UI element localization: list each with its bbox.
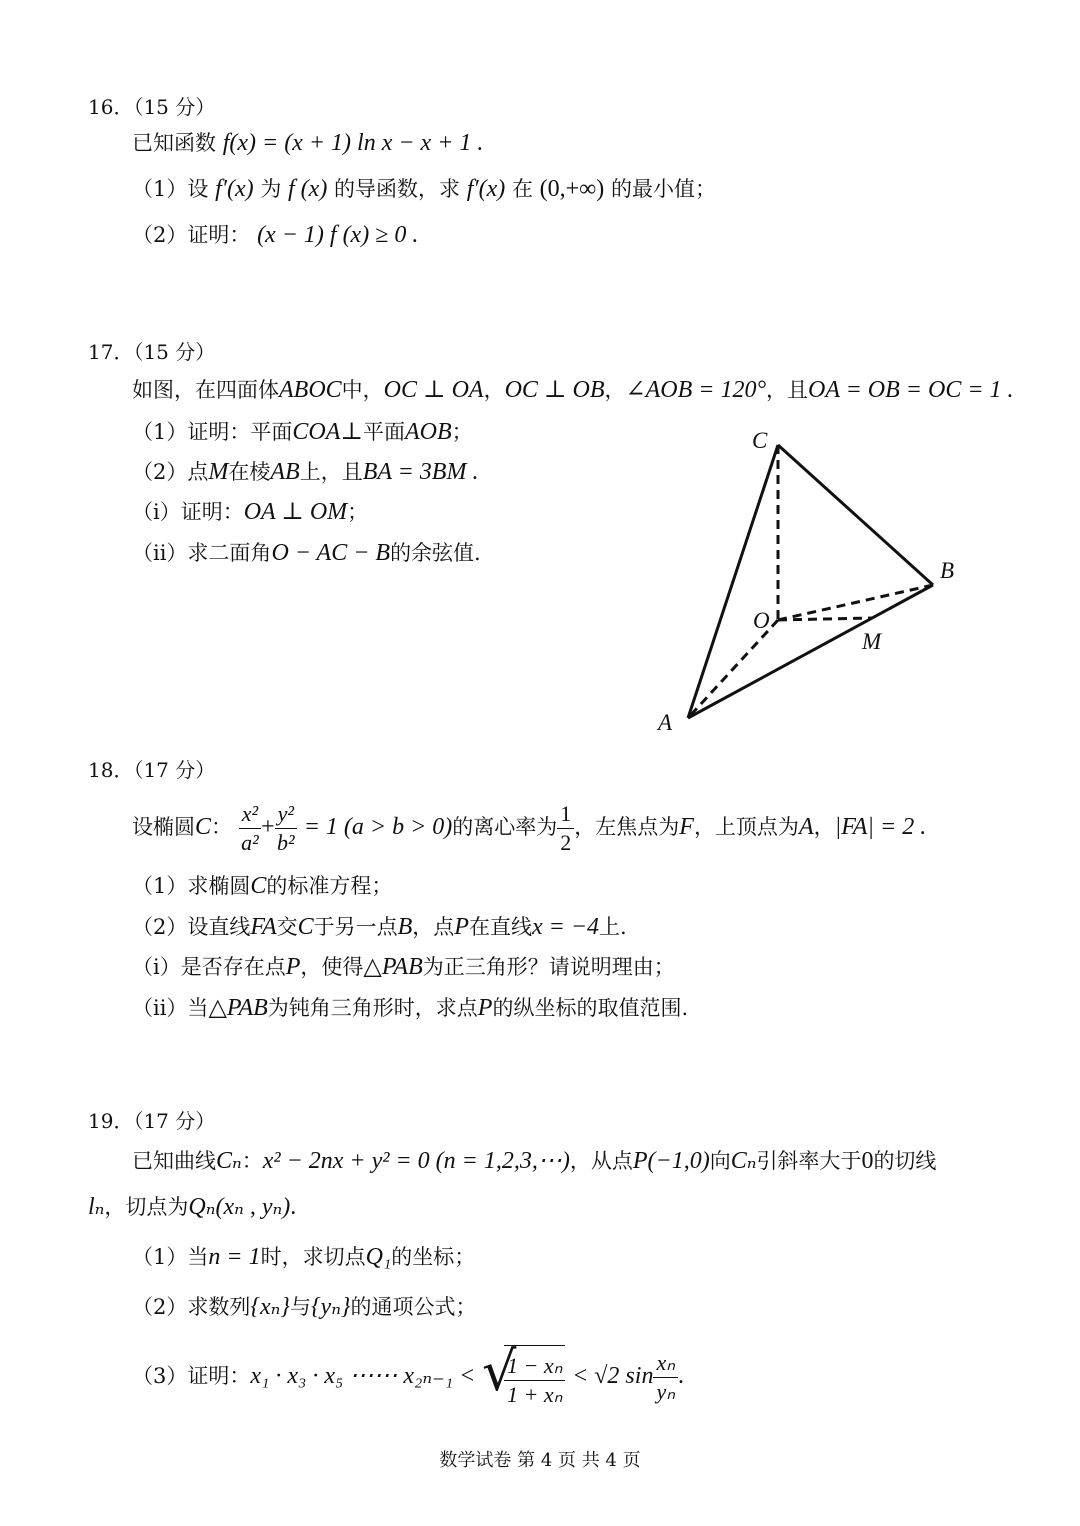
q18-stem <box>132 797 926 861</box>
q18-part2ii <box>132 993 688 1023</box>
label-A: A <box>658 710 673 735</box>
q18-part2 <box>132 912 627 942</box>
q17-comma1: ， <box>483 378 505 402</box>
q19-root-d: 1 + xₙ <box>506 1382 563 1407</box>
q18-p2-B: B <box>397 914 413 940</box>
q19-p3-ratio <box>653 1349 678 1406</box>
q19-p3-sin: < √2 sin <box>572 1363 654 1389</box>
q17-p1-semi: ； <box>451 420 473 444</box>
q18-p2-text4: 在直线 <box>468 915 532 939</box>
q19-point-Q: Qₙ(xₙ , yₙ) <box>188 1194 291 1220</box>
q19-p2-text2: 的通项公式； <box>350 1295 477 1319</box>
q17-angle: ∠AOB = 120° <box>625 377 767 403</box>
q17-p2-text2: 上，且 <box>299 460 363 484</box>
q18-header: 18．（17 分） <box>88 758 216 782</box>
q19-tangent: lₙ <box>88 1194 105 1220</box>
q19-stem-text: 已知曲线 <box>132 1149 216 1173</box>
q17-stem-text2: 中， <box>341 378 384 402</box>
q17-p2-label: （2）点 <box>132 460 209 484</box>
q18-pii-triangle: △PAB <box>208 995 268 1021</box>
q17-header: 17．（15 分） <box>88 340 216 364</box>
q17-tetrahedron: ABOC <box>279 377 342 403</box>
q17-part1 <box>132 417 473 447</box>
q18-half-n: 1 <box>557 800 574 829</box>
q19-part2 <box>132 1292 477 1322</box>
q18-pi-triangle: △PAB <box>363 954 423 980</box>
q18-part1 <box>132 871 392 901</box>
q18-frac-x <box>239 800 261 857</box>
q19-p2-yn: {yₙ} <box>310 1294 351 1320</box>
q19-p1-Q1: Q₁ <box>365 1244 392 1270</box>
q17-pii-label: （ii）求二面角 <box>132 541 272 565</box>
q17-p1-label: （1）证明：平面 <box>132 420 293 444</box>
q19-stem-text2: ，从点 <box>569 1149 633 1173</box>
q19-part1 <box>132 1242 475 1272</box>
q18-plus: + <box>261 814 275 840</box>
q18-equation: = 1 (a > b > 0) <box>303 814 453 840</box>
q16-p1-text4: 的最小值； <box>610 177 716 201</box>
q17-p1-plane2: AOB <box>404 419 452 445</box>
q19-stem <box>132 1146 936 1176</box>
q19-p2-label: （2）求数列 <box>132 1295 251 1319</box>
tetrahedron-figure <box>640 420 980 740</box>
q17-cond1: OC ⊥ OA <box>383 377 484 403</box>
q19-ratio-d: yₙ <box>656 1379 675 1404</box>
q18-part2i <box>132 952 675 982</box>
q17-part2ii <box>132 538 481 568</box>
q19-stem-line2 <box>88 1192 296 1222</box>
q18-stem-text: 设椭圆 <box>132 815 195 839</box>
edge-OM <box>778 618 872 620</box>
q17-lengths: OA = OB = OC = 1 . <box>808 377 1014 403</box>
q19-p1-label: （1）当 <box>132 1245 209 1269</box>
q19-p2-text: 与 <box>289 1295 311 1319</box>
q18-p2-P: P <box>454 914 469 940</box>
q19-p1-n: n = 1 <box>208 1244 261 1270</box>
q17-part2i <box>132 497 368 527</box>
q17-stem-text: 如图，在四面体 <box>132 378 279 402</box>
q16-p2-inequality: (x − 1) f (x) ≥ 0 . <box>257 222 419 248</box>
q18-pi-text2: 为正三角形？请说明理由； <box>422 955 675 979</box>
q18-p2-text3: ，点 <box>412 915 455 939</box>
q17-p1-plane1: COA <box>292 419 341 445</box>
q19-curve2: Cₙ <box>730 1148 757 1174</box>
q18-pi-label: （i）是否存在点 <box>132 955 286 979</box>
q18-p1-label: （1）求椭圆 <box>132 874 251 898</box>
q17-pi-claim: OA ⊥ OM <box>243 499 348 525</box>
q16-p1-text: 为 <box>260 177 282 201</box>
q18-FA: |FA| = 2 . <box>834 814 927 840</box>
label-B: B <box>940 558 955 583</box>
q16-stem <box>132 128 483 158</box>
q18-comma: ， <box>813 815 835 839</box>
q18-pii-text2: 的纵坐标的取值范围. <box>492 996 689 1020</box>
q16-function: f(x) = (x + 1) ln x − x + 1 . <box>222 130 484 156</box>
label-M: M <box>862 629 882 654</box>
q19-p3-sqrt <box>481 1340 565 1410</box>
q19-root-n: 1 − xₙ <box>504 1352 565 1381</box>
q18-pi-text: ，使得 <box>300 955 364 979</box>
q16-p1-derivative: f′(x) <box>215 176 254 202</box>
label-C: C <box>752 428 768 453</box>
q18-p2-line: x = −4 <box>531 914 600 940</box>
q17-p2-point: M <box>208 459 229 485</box>
sqrt-radical-icon: √ <box>481 1340 517 1403</box>
q19-p3-label: （3）证明： <box>132 1364 251 1388</box>
q18-p2-text5: 上. <box>599 915 627 939</box>
q16-p1-derivative2: f′(x) <box>466 176 506 202</box>
q19-stem-text5: 的切线 <box>873 1149 937 1173</box>
q17-part2 <box>132 457 478 487</box>
q18-y2: y² <box>275 800 297 829</box>
q18-pi-P: P <box>285 954 301 980</box>
q18-p1-text: 的标准方程； <box>266 874 393 898</box>
q18-p2-text: 交 <box>276 915 298 939</box>
q18-a2: a² <box>241 830 259 855</box>
q16-p2-label: （2）证明： <box>132 223 251 247</box>
q18-pii-label: （ii）当 <box>132 996 209 1020</box>
q19-zero: 0 <box>861 1148 874 1174</box>
q16-p1-text2: 的导函数，求 <box>334 177 460 201</box>
q16-p1-text3: 在 <box>511 177 533 201</box>
q17-pii-text: 的余弦值. <box>390 541 481 565</box>
q17-and: ，且 <box>766 378 809 402</box>
q17-p2-edge: AB <box>270 459 300 485</box>
q18-stem-text4: ，上顶点为 <box>693 815 799 839</box>
q17-cond2: OC ⊥ OB <box>504 377 605 403</box>
q19-p1-text: 时，求切点 <box>260 1245 366 1269</box>
q19-point: P(−1,0) <box>632 1148 710 1174</box>
q16-p1-label: （1）设 <box>132 177 209 201</box>
q18-colon: ： <box>211 815 233 839</box>
q17-p1-perp: ⊥ <box>340 419 363 445</box>
q19-colon: ： <box>241 1149 263 1173</box>
q19-p3-period: . <box>677 1363 684 1389</box>
q17-pii-angle: O − AC − B <box>271 540 391 566</box>
q18-frac-half <box>557 800 574 857</box>
q19-p1-text2: 的坐标； <box>391 1245 476 1269</box>
q19-header: 19．（17 分） <box>88 1109 216 1133</box>
q18-frac-y <box>275 800 297 857</box>
q18-p2-label: （2）设直线 <box>132 915 251 939</box>
q19-equation: x² − 2nx + y² = 0 (n = 1,2,3,⋯) <box>262 1148 570 1174</box>
q19-curve: Cₙ <box>216 1148 242 1174</box>
q18-vertex: A <box>798 814 814 840</box>
q18-x2: x² <box>239 800 261 829</box>
q17-comma2: ， <box>604 378 626 402</box>
q19-ratio-n: xₙ <box>653 1349 678 1378</box>
q18-b2: b² <box>277 830 295 855</box>
q18-focus: F <box>679 814 694 840</box>
q19-stem-text3: 向 <box>709 1149 731 1173</box>
q18-p1-C: C <box>250 873 267 899</box>
label-O: O <box>753 608 770 633</box>
q19-stem2-text: ，切点为 <box>104 1195 189 1219</box>
edge-OA <box>688 620 778 718</box>
q19-stem-text4: 引斜率大于 <box>756 1149 862 1173</box>
q16-part2 <box>132 220 418 250</box>
q16-p1-func: f (x) <box>288 176 328 202</box>
q16-stem-text: 已知函数 <box>132 131 216 155</box>
q17-pi-label: （i）证明： <box>132 500 244 524</box>
edge-OB <box>778 585 933 620</box>
edge-CB <box>778 445 933 585</box>
q18-p2-FA: FA <box>250 914 277 940</box>
q19-part3 <box>132 1340 684 1417</box>
q18-half-d: 2 <box>560 830 572 855</box>
q18-pii-text: 为钝角三角形时，求点 <box>267 996 478 1020</box>
q17-p2-text: 在棱 <box>228 460 271 484</box>
q17-p2-ratio: BA = 3BM . <box>362 459 479 485</box>
q19-p2-xn: {xₙ} <box>250 1294 290 1320</box>
q18-curve: C <box>195 814 212 840</box>
q16-part1 <box>132 174 716 204</box>
q18-stem-text2: 的离心率为 <box>452 815 558 839</box>
q18-p2-text2: 于另一点 <box>313 915 398 939</box>
q17-stem <box>132 375 1014 405</box>
q17-p1-plane-word: 平面 <box>362 420 405 444</box>
q18-stem-text3: ，左焦点为 <box>574 815 680 839</box>
q18-pii-P: P <box>477 995 493 1021</box>
q17-pi-semi: ； <box>347 500 369 524</box>
q16-p1-interval: (0,+∞) <box>539 176 605 202</box>
q19-p3-product: x₁ · x₃ · x₅ ⋯⋯ x₂ₙ₋₁ < <box>250 1363 476 1389</box>
q16-header: 16．（15 分） <box>88 95 216 119</box>
q18-p2-C: C <box>297 914 314 940</box>
page-footer: 数学试卷 第 4 页 共 4 页 <box>439 1450 641 1471</box>
q19-period: . <box>290 1194 297 1220</box>
